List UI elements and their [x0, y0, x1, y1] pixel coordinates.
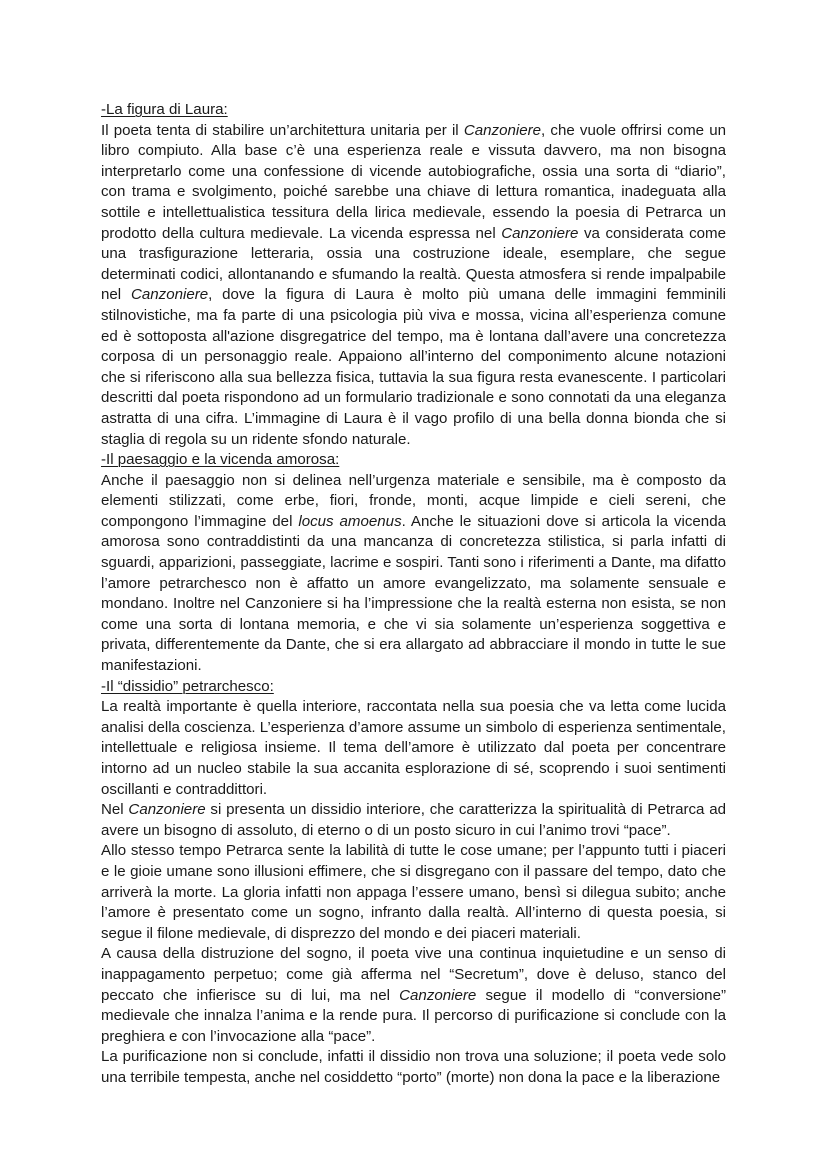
paragraph: Il poeta tenta di stabilire un’architettura unitaria per il Canzoniere, che vuole offrirsi come un libro compiuto. Alla base c’è una esperienza reale e vissuta davvero, ma non bisogna interpretarlo come una confessione di vicende autobiografiche, ossia una sorta di “diario”, con trama e svolgimento, poiché sarebbe una chiave di lettura romantica, inadeguata alla sottile e intellettualistica tessitura della lirica medievale, essendo la poesia di Petrarca un prodotto della cultura medievale. La vicenda espressa nel Canzoniere va considerata come una trasfigurazione letteraria, ossia una costruzione ideale, esemplare, che segue determinati codici, allontanando e sfumando la realtà. Questa atmosfera si rende impalpabile nel Canzoniere, dove la figura di Laura è molto più umana delle immagini femminili stilnovistiche, ma fa parte di una psicologia più viva e mossa, vicina all’esperienza comune ed è sottoposta all'azione disgregatrice del tempo, ma è lontana dall’avere una concretezza corposa di un personaggio reale. Appaiono all’interno del componimento alcune notazioni che si riferiscono alla sua bellezza fisica, tuttavia la sua figura resta evanescente. I particolari descritti dal poeta rispondono ad un formulario tradizionale e sono connotati da una eleganza astratta di una cifra. L’immagine di Laura è il vago profilo di una bella donna bionda che si staglia di regola su un ridente sfondo naturale.	[101, 121, 727, 448]
italic-text: Canzoniere	[130, 286, 209, 304]
italic-text: Canzoniere	[399, 986, 477, 1004]
section-heading-paesaggio: -Il paesaggio e la vicenda amorosa:	[101, 451, 340, 469]
section-heading-laura: -La figura di Laura:	[101, 101, 228, 118]
paragraph: La purificazione non si conclude, infatti il dissidio non trova una soluzione; il poeta vede solo una terribile tempesta, anche nel cosiddetto “porto” (morte) non dona la pace e la liberazione	[101, 1048, 726, 1086]
italic-text: locus amoenus	[298, 512, 402, 530]
paragraph: Nel Canzoniere si presenta un dissidio interiore, che caratterizza la spiritualità di Petrarca ad avere un bisogno di assoluto, di eterno o di un posto sicuro in cui l’animo trovi “pace”.	[101, 801, 726, 839]
paragraph: A causa della distruzione del sogno, il poeta vive una continua inquietudine e un senso di inappagamento perpetuo; come già afferma nel “Secretum”, dove è deluso, stanco del peccato che infierisce su di lui, ma nel Canzoniere segue il modello di “conversione” medievale che innalza l’anima e la rende pura. Il percorso di purificazione si conclude con la preghiera e con l’invocazione alla “pace”.	[101, 945, 726, 1045]
paragraph: Allo stesso tempo Petrarca sente la labilità di tutte le cose umane; per l’appunto tutti i piaceri e le gioie umane sono illusioni effimere, che si disgregano con il passare del tempo, dato che arriverà la morte. La gloria infatti non appaga l’essere umano, bensì si dilegua subito; anche l’amore è presentato come un sogno, infranto dalla realtà. All’interno di questa poesia, si segue il filone medievale, di disprezzo del mondo e dei piaceri materiali.	[101, 842, 726, 942]
italic-text: Canzoniere	[463, 121, 542, 139]
italic-text: Canzoniere	[128, 801, 206, 819]
italic-text: Canzoniere	[501, 224, 579, 242]
section-heading-dissidio: -Il “dissidio” petrarchesco:	[101, 677, 274, 695]
paragraph: La realtà importante è quella interiore, raccontata nella sua poesia che va letta come lucida analisi della coscienza. L’esperienza d’amore assume un simbolo di esperienza sentimentale, intellettuale e religiosa insieme. Il tema dell’amore è utilizzato dal poeta per concentrare intorno ad un nucleo stabile la sua accanita esplorazione di sé, scoprendo i suoi sentimenti oscillanti e contraddittori.	[101, 698, 726, 798]
document-page	[101, 100, 726, 1089]
paragraph: Anche il paesaggio non si delinea nell’urgenza materiale e sensibile, ma è composto da elementi stilizzati, come erbe, fiori, fronde, monti, acque limpide e cieli sereni, che compongono l’immagine del locus amoenus. Anche le situazioni dove si articola la vicenda amorosa sono contraddistinti da una mancanza di concretezza stilistica, si parla infatti di sguardi, apparizioni, passeggiate, lacrime e sospiri. Tanti sono i riferimenti a Dante, ma difatto l’amore petrarchesco non è affatto un amore evangelizzato, ma solamente sensuale e mondano. Inoltre nel Canzoniere si ha l’impressione che la realtà esterna non esista, se non come una sorta di lontana memoria, e che vi sia solamente un’esperienza soggettiva e privata, differentemente da Dante, che si era allargato ad abbracciare il mondo in tutte le sue manifestazioni.	[101, 471, 726, 675]
